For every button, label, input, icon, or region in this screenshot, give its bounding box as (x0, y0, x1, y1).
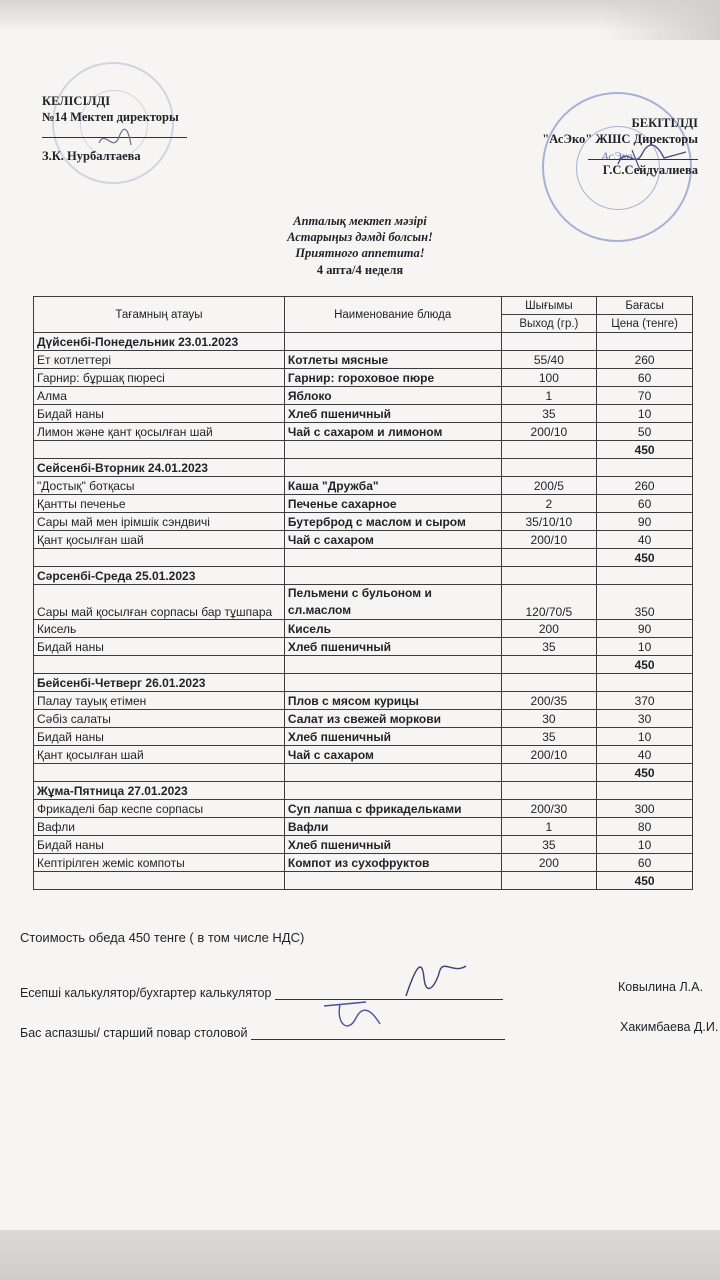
accountant-signature (396, 956, 476, 1004)
dish-price: 60 (597, 369, 693, 387)
dish-name-kz: Сары май қосылған сорпасы бар тұшпара (34, 585, 285, 620)
day-total-row (34, 656, 693, 674)
day-header-row (34, 674, 693, 692)
dish-name-kz: Кисель (34, 620, 285, 638)
dish-yield: 200/30 (501, 800, 597, 818)
day-total-row (34, 441, 693, 459)
dish-yield: 35 (501, 638, 597, 656)
dish-price: 350 (597, 585, 693, 620)
day-empty-price (597, 674, 693, 692)
approval-left-position: №14 Мектеп директоры (42, 110, 179, 124)
chef-signature (318, 994, 388, 1040)
dish-name-kz: Қант қосылған шай (34, 746, 285, 764)
day-empty-ru (284, 459, 501, 477)
dish-name-kz: Фрикаделі бар кеспе сорпасы (34, 800, 285, 818)
dish-price: 300 (597, 800, 693, 818)
dish-yield: 200/10 (501, 531, 597, 549)
dish-yield: 35/10/10 (501, 513, 597, 531)
dish-name-ru: Хлеб пшеничный (284, 836, 501, 854)
menu-item-row (34, 728, 693, 746)
menu-greeting-ru: Приятного аппетита! (295, 246, 425, 260)
stamp-text: АсЭко (601, 149, 633, 164)
dish-name-ru: Хлеб пшеничный (284, 728, 501, 746)
dish-name-ru: Чай с сахаром (284, 531, 501, 549)
day-title: Жұма-Пятница 27.01.2023 (34, 782, 285, 800)
total-empty-yield (501, 549, 597, 567)
day-title: Сейсенбі-Вторник 24.01.2023 (34, 459, 285, 477)
total-empty-kz (34, 656, 285, 674)
day-empty-ru (284, 567, 501, 585)
header-yield-ru: Выход (гр.) (501, 315, 597, 333)
dish-name-ru: Яблоко (284, 387, 501, 405)
day-total-row (34, 872, 693, 890)
dish-name-kz: Палау тауық етімен (34, 692, 285, 710)
dish-name-ru: Вафли (284, 818, 501, 836)
dish-name-ru: Салат из свежей моркови (284, 710, 501, 728)
signature-chef (20, 1026, 505, 1040)
dish-name-kz: Қантты печенье (34, 495, 285, 513)
page-corner-shadow (600, 0, 720, 40)
dish-price: 70 (597, 387, 693, 405)
total-empty-kz (34, 872, 285, 890)
dish-yield: 1 (501, 818, 597, 836)
dish-name-ru: Суп лапша с фрикадельками (284, 800, 501, 818)
dish-price: 60 (597, 854, 693, 872)
menu-item-row (34, 477, 693, 495)
dish-yield: 55/40 (501, 351, 597, 369)
day-empty-price (597, 333, 693, 351)
dish-name-kz: "Достық" ботқасы (34, 477, 285, 495)
day-total-price: 450 (597, 872, 693, 890)
left-signature (95, 125, 135, 155)
total-empty-ru (284, 764, 501, 782)
dish-name-ru: Чай с сахаром (284, 746, 501, 764)
dish-yield: 30 (501, 710, 597, 728)
day-empty-ru (284, 674, 501, 692)
dish-price: 50 (597, 423, 693, 441)
dish-name-kz: Вафли (34, 818, 285, 836)
dish-name-ru: Каша "Дружба" (284, 477, 501, 495)
approval-right-position: "АсЭко" ЖШС Директоры (542, 132, 698, 146)
total-empty-kz (34, 441, 285, 459)
signature-chef-name: Хакимбаева Д.И. (620, 1020, 719, 1034)
right-signature (612, 140, 692, 176)
dish-name-ru: Чай с сахаром и лимоном (284, 423, 501, 441)
menu-item-row (34, 369, 693, 387)
total-empty-kz (34, 764, 285, 782)
dish-yield: 200/35 (501, 692, 597, 710)
dish-name-kz: Лимон және қант қосылған шай (34, 423, 285, 441)
dish-price: 10 (597, 638, 693, 656)
header-yield-kz: Шығымы (501, 297, 597, 315)
approval-right-title: БЕКІТІЛДІ (631, 116, 698, 130)
dish-yield: 35 (501, 836, 597, 854)
menu-item-row (34, 423, 693, 441)
table-header-row (34, 297, 693, 315)
dish-name-ru: Хлеб пшеничный (284, 405, 501, 423)
dish-name-ru: Компот из сухофруктов (284, 854, 501, 872)
day-total-row (34, 764, 693, 782)
dish-name-kz: Қант қосылған шай (34, 531, 285, 549)
dish-name-kz: Сәбіз салаты (34, 710, 285, 728)
day-total-price: 450 (597, 549, 693, 567)
dish-yield: 35 (501, 728, 597, 746)
dish-price: 40 (597, 531, 693, 549)
dish-yield: 200/10 (501, 746, 597, 764)
day-empty-price (597, 782, 693, 800)
total-empty-yield (501, 872, 597, 890)
dish-yield: 2 (501, 495, 597, 513)
total-empty-ru (284, 441, 501, 459)
total-empty-yield (501, 764, 597, 782)
day-total-price: 450 (597, 441, 693, 459)
day-empty-yield (501, 567, 597, 585)
day-empty-ru (284, 782, 501, 800)
dish-yield: 200 (501, 620, 597, 638)
signature-accountant-name: Ковылина Л.А. (618, 980, 703, 994)
dish-price: 90 (597, 620, 693, 638)
menu-item-row (34, 746, 693, 764)
dish-name-kz: Бидай наны (34, 728, 285, 746)
menu-item-row (34, 495, 693, 513)
background-surface (0, 1230, 720, 1280)
day-empty-price (597, 459, 693, 477)
header-kz-name: Тағамның атауы (34, 297, 285, 333)
dish-yield: 100 (501, 369, 597, 387)
day-empty-yield (501, 333, 597, 351)
approval-right-name: Г.С.Сейдуалиева (602, 163, 698, 177)
dish-name-ru: Хлеб пшеничный (284, 638, 501, 656)
week-number: 4 апта/4 неделя (316, 263, 404, 277)
dish-price: 260 (597, 351, 693, 369)
day-header-row (34, 459, 693, 477)
dish-price: 40 (597, 746, 693, 764)
menu-item-row (34, 836, 693, 854)
dish-name-ru: Плов с мясом курицы (284, 692, 501, 710)
day-title: Дүйсенбі-Понедельник 23.01.2023 (34, 333, 285, 351)
day-total-price: 450 (597, 656, 693, 674)
day-total-price: 450 (597, 764, 693, 782)
dish-name-kz: Гарнир: бұршақ пюресі (34, 369, 285, 387)
menu-item-row (34, 620, 693, 638)
dish-name-ru: Печенье сахарное (284, 495, 501, 513)
total-empty-yield (501, 656, 597, 674)
day-title: Сәрсенбі-Среда 25.01.2023 (34, 567, 285, 585)
day-empty-price (597, 567, 693, 585)
dish-name-ru: Пельмени с бульоном и сл.маслом (284, 585, 501, 620)
dish-name-ru: Гарнир: гороховое пюре (284, 369, 501, 387)
menu-item-row (34, 854, 693, 872)
dish-name-kz: Бидай наны (34, 836, 285, 854)
dish-price: 80 (597, 818, 693, 836)
day-title: Бейсенбі-Четверг 26.01.2023 (34, 674, 285, 692)
day-header-row (34, 567, 693, 585)
dish-price: 10 (597, 836, 693, 854)
dish-name-ru: Кисель (284, 620, 501, 638)
header-price-kz: Бағасы (597, 297, 693, 315)
dish-yield: 200/10 (501, 423, 597, 441)
dish-name-ru: Бутерброд с маслом и сыром (284, 513, 501, 531)
dish-yield: 35 (501, 405, 597, 423)
approval-left-title: КЕЛІСІЛДІ (42, 94, 111, 108)
menu-item-row (34, 818, 693, 836)
dish-price: 90 (597, 513, 693, 531)
day-header-row (34, 782, 693, 800)
menu-greeting-kz: Астарыңыз дәмді болсын! (287, 230, 433, 244)
menu-item-row (34, 351, 693, 369)
menu-item-row (34, 387, 693, 405)
day-empty-yield (501, 674, 597, 692)
dish-price: 370 (597, 692, 693, 710)
menu-item-row (34, 513, 693, 531)
day-empty-yield (501, 459, 597, 477)
signature-role: Есепші калькулятор/бухгартер калькулятор (20, 986, 272, 1000)
day-header-row (34, 333, 693, 351)
total-empty-ru (284, 549, 501, 567)
header-price-ru: Цена (тенге) (597, 315, 693, 333)
dish-yield: 200 (501, 854, 597, 872)
dish-yield: 200/5 (501, 477, 597, 495)
menu-title-kz: Апталық мектеп мәзірі (293, 214, 427, 228)
total-empty-ru (284, 656, 501, 674)
dish-name-kz: Ет котлеттері (34, 351, 285, 369)
dish-price: 10 (597, 728, 693, 746)
day-empty-yield (501, 782, 597, 800)
dish-name-kz: Сары май мен ірімшік сэндвичі (34, 513, 285, 531)
menu-item-row (34, 531, 693, 549)
menu-item-row (34, 405, 693, 423)
dish-price: 60 (597, 495, 693, 513)
dish-name-kz: Алма (34, 387, 285, 405)
dish-price: 30 (597, 710, 693, 728)
day-total-row (34, 549, 693, 567)
total-empty-ru (284, 872, 501, 890)
menu-item-row (34, 585, 693, 620)
menu-item-row (34, 710, 693, 728)
signature-role: Бас аспазшы/ старший повар столовой (20, 1026, 248, 1040)
cost-note: Стоимость обеда 450 тенге ( в том числе НДС) (20, 930, 305, 945)
dish-name-kz: Бидай наны (34, 405, 285, 423)
menu-item-row (34, 692, 693, 710)
dish-price: 10 (597, 405, 693, 423)
dish-yield: 120/70/5 (501, 585, 597, 620)
dish-name-kz: Бидай наны (34, 638, 285, 656)
menu-table (33, 296, 693, 890)
dish-price: 260 (597, 477, 693, 495)
dish-yield: 1 (501, 387, 597, 405)
total-empty-yield (501, 441, 597, 459)
approval-left-name: З.К. Нурбалтаева (42, 149, 141, 163)
menu-item-row (34, 638, 693, 656)
dish-name-ru: Котлеты мясные (284, 351, 501, 369)
dish-name-kz: Кептірілген жеміс компоты (34, 854, 285, 872)
header-ru-name: Наименование блюда (284, 297, 501, 333)
menu-item-row (34, 800, 693, 818)
total-empty-kz (34, 549, 285, 567)
day-empty-ru (284, 333, 501, 351)
